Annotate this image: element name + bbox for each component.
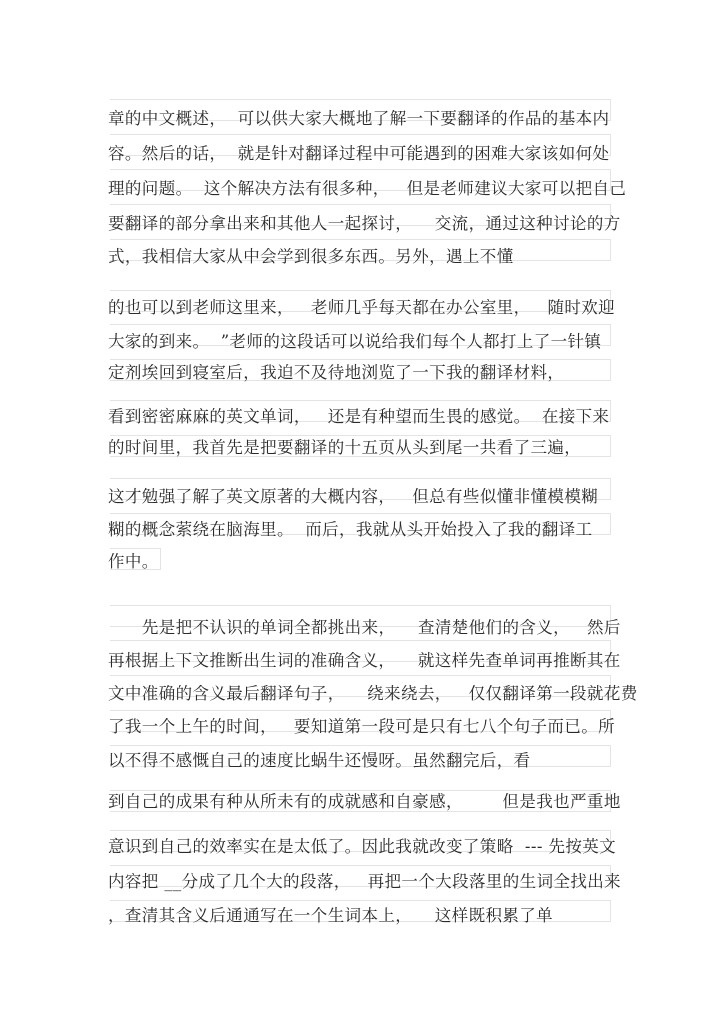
text-line: 式，我相信大家从中会学到很多东西。另外，遇上不懂	[108, 247, 514, 266]
text-line: 要翻译的部分拿出来和其他人一起探讨， 交流，通过这种讨论的方	[108, 214, 621, 233]
text-line: 作中。	[108, 552, 159, 571]
text-line: 看到密密麻麻的英文单词， 还是有种望而生畏的感觉。 在接下来	[108, 407, 610, 426]
text-line: 再根据上下文推断出生词的准确含义， 就这样先查单词再推断其在	[108, 651, 621, 670]
text-line: 以不得不感慨自己的速度比蜗牛还慢呀。虽然翻完后，看	[108, 751, 531, 770]
text-line: 文中准确的含义最后翻译句子， 绕来绕去， 仅仅翻译第一段就花费	[108, 684, 638, 703]
text-line: 了我一个上午的时间， 要知道第一段可是只有七八个句子而已。所	[108, 717, 616, 736]
text-line: ，查清其含义后通通写在一个生词本上， 这样既积累了单	[108, 906, 554, 925]
text-line: 大家的到来。 ”老师的这段话可以说给我们每个人都打上了一针镇	[108, 332, 602, 351]
text-line: 这才勉强了解了英文原著的大概内容， 但总有些似懂非懂模模糊	[108, 487, 599, 506]
text-line: 的时间里，我首先是把要翻译的十五页从头到尾一共看了三遍，	[108, 438, 582, 457]
text-line: 章的中文概述， 可以供大家大概地了解一下要翻译的作品的基本内	[108, 109, 610, 128]
text-line: 内容把 __分成了几个大的段落， 再把一个大段落里的生词全找出来	[108, 872, 622, 891]
text-line: 到自己的成果有种从所未有的成就感和自豪感， 但是我也严重地	[108, 792, 621, 811]
text-line: 先是把不认识的单词全都挑出来， 查清楚他们的含义， 然后	[108, 618, 621, 637]
text-line: 糊的概念萦绕在脑海里。 而后，我就从头开始投入了我的翻译工	[108, 520, 593, 539]
text-line: 意识到自己的效率实在是太低了。因此我就改变了策略 --- 先按英文	[108, 837, 617, 856]
text-line: 理的问题。 这个解决方法有很多种， 但是老师建议大家可以把自己	[108, 179, 627, 198]
text-line: 的也可以到老师这里来， 老师几乎每天都在办公室里， 随时欢迎	[108, 298, 616, 317]
text-line: 定剂埃回到寝室后，我迫不及待地浏览了一下我的翻译材料，	[108, 363, 565, 382]
text-line: 容。然后的话， 就是针对翻译过程中可能遇到的困难大家该如何处	[108, 144, 610, 163]
